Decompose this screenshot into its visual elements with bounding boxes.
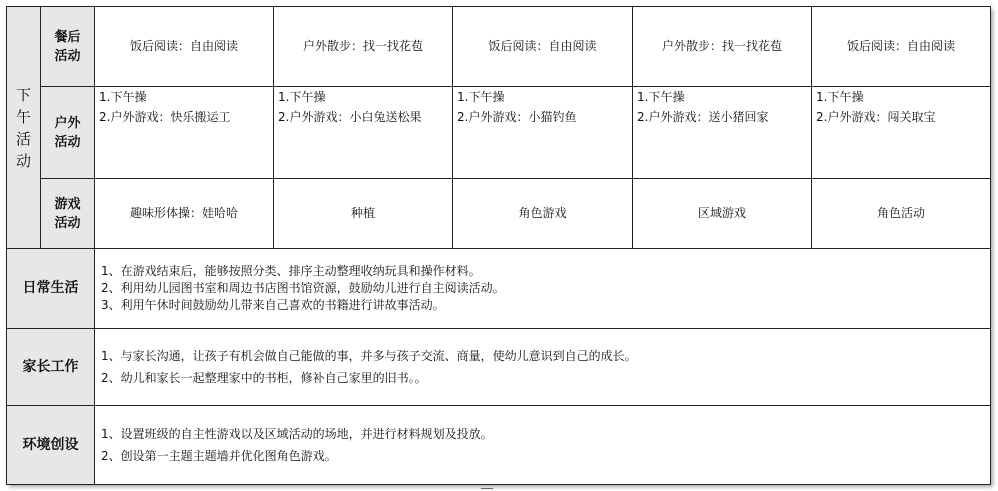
page-bottom-mark: [481, 488, 493, 489]
daily-life-label: 日常生活: [7, 249, 95, 329]
game-row: [7, 179, 991, 249]
daily-life-item: 3、利用午休时间鼓励幼儿带来自己喜欢的书籍进行讲故事活动。: [101, 298, 445, 312]
afternoon-char: 动: [15, 151, 31, 170]
outdoor-line: 2.户外游戏：闯关取宝: [816, 110, 936, 124]
daily-life-item: 2、利用幼儿园图书室和周边书店图书馆资源，鼓励幼儿进行自主阅读活动。: [101, 281, 505, 295]
daily-life-notes: [95, 249, 991, 329]
outdoor-line: 2.户外游戏：送小猪回家: [637, 110, 769, 124]
environment-notes: [95, 406, 991, 485]
outdoor-line: 2.户外游戏：小白兔送松果: [278, 110, 422, 124]
environment-item: 2、创设第一主题主题墙并优化图角色游戏。: [101, 449, 337, 463]
parent-work-notes: [95, 329, 991, 406]
outdoor-label: 户外活动: [41, 87, 95, 179]
parent-work-item: 2、幼儿和家长一起整理家中的书柜，修补自己家里的旧书。。: [101, 371, 427, 385]
outdoor-line: 1.下午操: [99, 90, 147, 104]
afternoon-char: 下: [15, 85, 31, 104]
outdoor-row: [7, 87, 991, 179]
game-cell-2: 种植: [274, 179, 453, 249]
outdoor-cell-3: [453, 87, 633, 179]
environment-row: [7, 406, 991, 485]
outdoor-cell-1: [95, 87, 274, 179]
afternoon-char: 活: [15, 129, 31, 148]
game-cell-4: 区域游戏: [633, 179, 812, 249]
afternoon-char: 午: [15, 107, 31, 126]
game-cell-3: 角色游戏: [453, 179, 633, 249]
after-meal-cell-1: 饭后阅读：自由阅读: [95, 7, 274, 87]
outdoor-cell-4: [633, 87, 812, 179]
outdoor-line: 2.户外游戏：小猫钓鱼: [457, 110, 577, 124]
outdoor-cell-5: [812, 87, 991, 179]
environment-item: 1、设置班级的自主性游戏以及区域活动的场地，并进行材料规划及投放。: [101, 427, 493, 441]
outdoor-cell-2: [274, 87, 453, 179]
after-meal-label: 餐后活动: [41, 7, 95, 87]
daily-life-row: [7, 249, 991, 329]
weekly-schedule-table: [6, 6, 991, 485]
game-label: 游戏活动: [41, 179, 95, 249]
afternoon-section-label: [7, 7, 41, 249]
game-cell-1: 趣味形体操：娃哈哈: [95, 179, 274, 249]
outdoor-line: 1.下午操: [816, 90, 864, 104]
outdoor-line: 1.下午操: [278, 90, 326, 104]
schedule-table-frame: [6, 6, 990, 484]
parent-work-label: 家长工作: [7, 329, 95, 406]
game-cell-5: 角色活动: [812, 179, 991, 249]
parent-work-row: [7, 329, 991, 406]
outdoor-line: 2.户外游戏：快乐搬运工: [99, 110, 231, 124]
after-meal-cell-3: 饭后阅读：自由阅读: [453, 7, 633, 87]
after-meal-cell-5: 饭后阅读：自由阅读: [812, 7, 991, 87]
after-meal-cell-4: 户外散步：找一找花苞: [633, 7, 812, 87]
daily-life-item: 1、在游戏结束后，能够按照分类、排序主动整理收纳玩具和操作材料。: [101, 264, 481, 278]
parent-work-item: 1、与家长沟通，让孩子有机会做自己能做的事，并多与孩子交流、商量，使幼儿意识到自己的成长。: [101, 349, 637, 363]
after-meal-row: [7, 7, 991, 87]
outdoor-line: 1.下午操: [637, 90, 685, 104]
after-meal-cell-2: 户外散步：找一找花苞: [274, 7, 453, 87]
environment-label: 环境创设: [7, 406, 95, 485]
outdoor-line: 1.下午操: [457, 90, 505, 104]
